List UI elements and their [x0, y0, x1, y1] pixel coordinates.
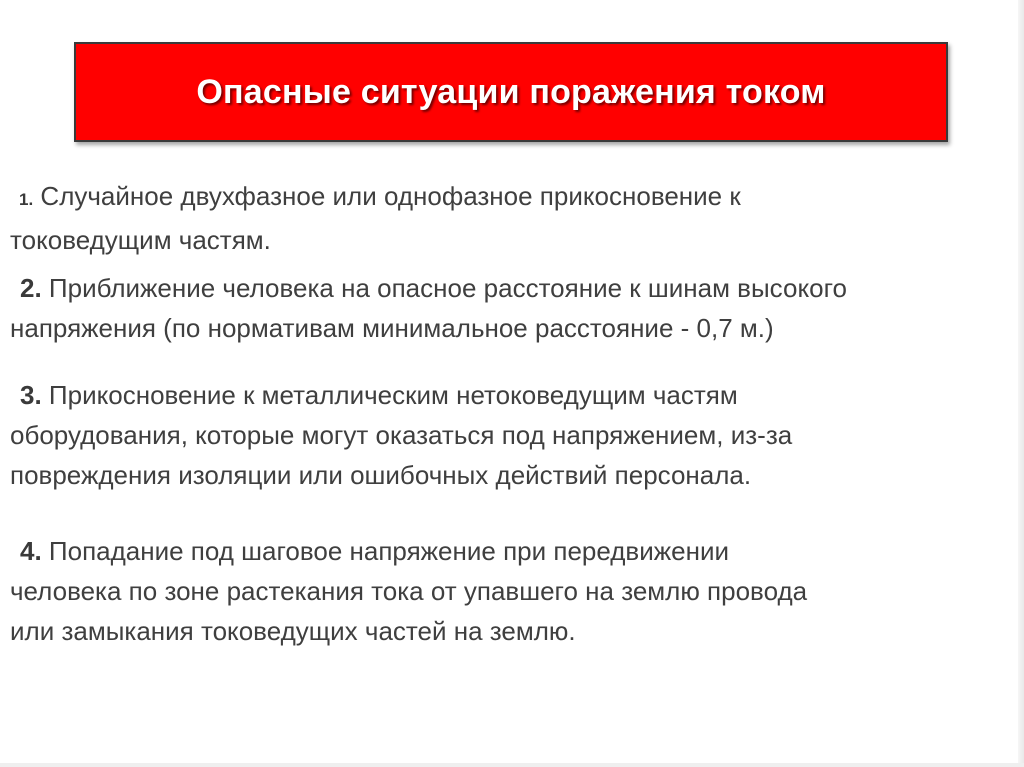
list-item-4-line-3	[10, 611, 1014, 651]
list-item-3-line-3	[10, 455, 1014, 495]
title-banner	[74, 42, 948, 142]
list-item-3-text-3: повреждения изоляции или ошибочных действий персонала.	[10, 460, 752, 490]
list-item-3-line-2	[10, 415, 1014, 455]
list-item-4-text-1: Попадание под шаговое напряжение при передвижении	[48, 536, 730, 566]
list-item-4-text-3: или замыкания токоведущих частей на землю.	[10, 616, 576, 646]
list-item-3-line-1	[10, 375, 1014, 415]
list-item-3-text-2: оборудования, которые могут оказаться под напряжением, из-за	[10, 420, 793, 450]
list-item-4-text-2: человека по зоне растекания тока от упавшего на землю провода	[10, 576, 808, 606]
list-item-2-line-1	[10, 268, 1014, 308]
list-item-4	[10, 531, 1014, 651]
list-item-4-line-2	[10, 571, 1014, 611]
list-item-1-line-2	[10, 220, 1014, 260]
list-item-4-line-1	[10, 531, 1014, 571]
list-item-2	[10, 268, 1014, 348]
list-item-4-number: 4.	[20, 536, 42, 566]
list-item-1-line-1	[10, 176, 1014, 220]
list-item-1	[10, 176, 1014, 260]
list-item-2-number: 2.	[20, 273, 42, 303]
list-item-3-number: 3.	[20, 380, 42, 410]
list-item-2-line-2	[10, 308, 1014, 348]
slide-right-edge	[1018, 0, 1024, 767]
list-item-1-text-1: Случайное двухфазное или однофазное прикосновение к	[40, 181, 741, 211]
list-item-2-text-2: напряжения (по нормативам минимальное расстояние - 0,7 м.)	[10, 313, 774, 343]
slide-bottom-edge	[0, 763, 1024, 767]
list-item-2-text-1: Приближение человека на опасное расстояние к шинам высокого	[48, 273, 847, 303]
list-item-3	[10, 375, 1014, 495]
list-item-3-text-1: Прикосновение к металлическим нетоковедущим частям	[48, 380, 738, 410]
list-item-1-number: 1.	[19, 190, 34, 209]
slide-title: Опасные ситуации поражения током	[196, 72, 826, 111]
list-item-1-text-2: токоведущим частям.	[10, 225, 271, 255]
